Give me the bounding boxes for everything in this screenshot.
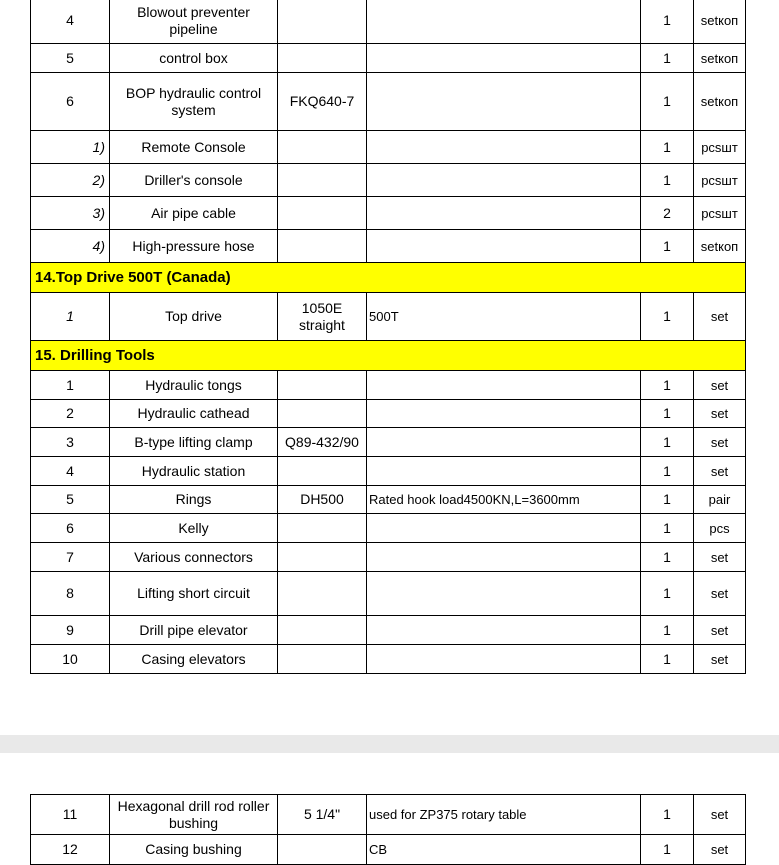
cell-model [278,164,367,197]
cell-quantity: 1 [641,131,694,164]
cell-spec [367,457,641,486]
cell-name: Kelly [110,514,278,543]
table-subrow [31,197,746,230]
cell-unit: set [694,543,746,572]
cell-name: control box [110,44,278,73]
table-row [31,835,746,865]
cell-spec: Rated hook load4500KN,L=3600mm [367,486,641,514]
page-separator [0,735,779,753]
cell-number: 6 [31,73,110,131]
cell-name: Hydraulic station [110,457,278,486]
cell-number: 6 [31,514,110,543]
table-row [31,371,746,400]
cell-spec [367,400,641,428]
cell-unit: pcsшт [694,164,746,197]
cell-quantity: 1 [641,371,694,400]
cell-unit: set [694,616,746,645]
equipment-table-1 [30,0,746,674]
cell-spec [367,371,641,400]
cell-quantity: 1 [641,543,694,572]
cell-name: Casing bushing [110,835,278,865]
cell-name: Various connectors [110,543,278,572]
cell-model [278,0,367,44]
cell-model: 5 1/4" [278,795,367,835]
cell-name: BOP hydraulic control system [110,73,278,131]
cell-name: High-pressure hose [110,230,278,263]
cell-model [278,371,367,400]
cell-model [278,197,367,230]
cell-quantity: 1 [641,428,694,457]
cell-unit: pcsшт [694,197,746,230]
cell-number: 11 [31,795,110,835]
cell-number: 1) [31,131,110,164]
cell-model [278,572,367,616]
table-row [31,616,746,645]
cell-number: 5 [31,486,110,514]
cell-unit: setкоп [694,73,746,131]
table-row [31,457,746,486]
cell-name: Lifting short circuit [110,572,278,616]
cell-number: 1 [31,293,110,341]
table-row [31,428,746,457]
cell-unit: pair [694,486,746,514]
cell-model: 1050E straight [278,293,367,341]
cell-unit: set [694,293,746,341]
cell-quantity: 1 [641,164,694,197]
cell-unit: set [694,400,746,428]
cell-unit: setкоп [694,0,746,44]
cell-quantity: 1 [641,486,694,514]
cell-name: Air pipe cable [110,197,278,230]
cell-quantity: 1 [641,230,694,263]
section-title: 15. Drilling Tools [31,341,746,371]
cell-number: 9 [31,616,110,645]
cell-unit: set [694,428,746,457]
cell-quantity: 1 [641,293,694,341]
cell-spec [367,616,641,645]
cell-spec: 500T [367,293,641,341]
cell-model [278,616,367,645]
cell-model: Q89-432/90 [278,428,367,457]
table-row [31,572,746,616]
cell-unit: pcs [694,514,746,543]
cell-model: DH500 [278,486,367,514]
cell-number: 7 [31,543,110,572]
cell-name: Casing elevators [110,645,278,674]
table-subrow [31,131,746,164]
cell-model [278,645,367,674]
cell-model [278,44,367,73]
table-row [31,514,746,543]
cell-spec [367,197,641,230]
cell-quantity: 1 [641,73,694,131]
cell-spec [367,543,641,572]
cell-spec: CB [367,835,641,865]
cell-number: 5 [31,44,110,73]
table-row [31,486,746,514]
cell-quantity: 1 [641,616,694,645]
table-subrow [31,230,746,263]
cell-spec [367,230,641,263]
cell-quantity: 1 [641,400,694,428]
table-row [31,400,746,428]
cell-unit: set [694,645,746,674]
cell-number: 2 [31,400,110,428]
cell-unit: setкоп [694,44,746,73]
section-header-row [31,263,746,293]
cell-unit: set [694,572,746,616]
cell-model [278,457,367,486]
table-row [31,44,746,73]
cell-name: Rings [110,486,278,514]
cell-spec [367,572,641,616]
cell-spec: used for ZP375 rotary table [367,795,641,835]
cell-spec [367,645,641,674]
table-row [31,73,746,131]
cell-model [278,131,367,164]
cell-quantity: 1 [641,645,694,674]
cell-name: Hydraulic cathead [110,400,278,428]
table-row [31,795,746,835]
cell-name: Hexagonal drill rod roller bushing [110,795,278,835]
cell-spec [367,44,641,73]
equipment-table-2 [30,794,746,865]
cell-unit: pcsшт [694,131,746,164]
cell-number: 2) [31,164,110,197]
cell-spec [367,428,641,457]
cell-name: Driller's console [110,164,278,197]
cell-quantity: 2 [641,197,694,230]
cell-quantity: 1 [641,457,694,486]
cell-quantity: 1 [641,0,694,44]
cell-number: 3 [31,428,110,457]
cell-number: 12 [31,835,110,865]
table-subrow [31,164,746,197]
cell-spec [367,131,641,164]
cell-model [278,835,367,865]
cell-unit: set [694,795,746,835]
section-header-row [31,341,746,371]
cell-spec [367,514,641,543]
cell-model [278,400,367,428]
cell-number: 8 [31,572,110,616]
table-row [31,645,746,674]
cell-number: 4 [31,457,110,486]
cell-number: 1 [31,371,110,400]
cell-quantity: 1 [641,835,694,865]
table-row [31,0,746,44]
cell-unit: set [694,457,746,486]
cell-unit: set [694,835,746,865]
cell-number: 4 [31,0,110,44]
cell-number: 3) [31,197,110,230]
cell-model [278,514,367,543]
cell-spec [367,164,641,197]
cell-number: 4) [31,230,110,263]
cell-model: FKQ640-7 [278,73,367,131]
cell-spec [367,73,641,131]
cell-unit: set [694,371,746,400]
cell-quantity: 1 [641,795,694,835]
cell-name: Blowout preventer pipeline [110,0,278,44]
cell-name: Top drive [110,293,278,341]
cell-quantity: 1 [641,572,694,616]
cell-name: Hydraulic tongs [110,371,278,400]
section-title: 14.Top Drive 500T (Canada) [31,263,746,293]
cell-unit: setкоп [694,230,746,263]
cell-name: Remote Console [110,131,278,164]
cell-quantity: 1 [641,44,694,73]
table-row [31,543,746,572]
table-row [31,293,746,341]
cell-name: Drill pipe elevator [110,616,278,645]
cell-spec [367,0,641,44]
cell-model [278,543,367,572]
cell-name: B-type lifting clamp [110,428,278,457]
cell-number: 10 [31,645,110,674]
cell-model [278,230,367,263]
cell-quantity: 1 [641,514,694,543]
